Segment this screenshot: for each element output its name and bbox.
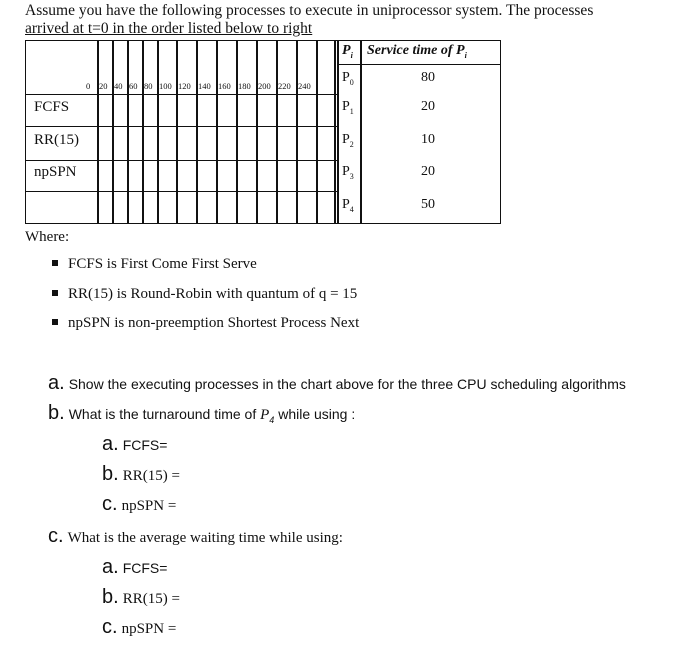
- gantt-col-line: [256, 41, 258, 223]
- gantt-row-line: [26, 160, 337, 161]
- gantt-col-line: [176, 41, 178, 223]
- service-time: 80: [421, 70, 435, 85]
- gantt-row-line: [26, 126, 337, 127]
- gantt-chart: [25, 40, 338, 224]
- process-id: $P_4$: [342, 197, 354, 214]
- process-id: $P_0$: [342, 70, 354, 87]
- process-table-divider: [360, 41, 362, 223]
- question-c-item: a. FCFS=: [102, 556, 168, 578]
- question-c-item: b. RR(15) =: [102, 586, 180, 608]
- gantt-tick: 160: [218, 81, 231, 91]
- gantt-row-label: RR(15): [34, 132, 79, 148]
- gantt-col-line: [196, 41, 198, 223]
- bullet-square-icon: [52, 319, 58, 325]
- question-b-item: c. npSPN =: [102, 493, 177, 515]
- gantt-col-line: [236, 41, 238, 223]
- service-time: 20: [421, 99, 435, 114]
- definition-bullet: RR(15) is Round-Robin with quantum of q = 15: [52, 286, 357, 303]
- process-table-header-line: [339, 64, 500, 65]
- gantt-tick: 240: [298, 81, 311, 91]
- bullet-square-icon: [52, 290, 58, 296]
- definition-bullet: npSPN is non-preemption Shortest Process Next: [52, 315, 359, 332]
- definition-bullet: FCFS is First Come First Serve: [52, 256, 257, 273]
- gantt-row-label: npSPN: [34, 164, 77, 180]
- gantt-col-line: [142, 41, 144, 223]
- gantt-col-line: [97, 41, 99, 223]
- gantt-col-line: [157, 41, 159, 223]
- gantt-col-line: [276, 41, 278, 223]
- process-header-p: $P_i$: [342, 43, 353, 60]
- question-a: a. Show the executing processes in the chart above for the three CPU scheduling algorithms: [48, 372, 626, 394]
- gantt-tick: 40: [114, 81, 123, 91]
- process-id: $P_1$: [342, 99, 354, 116]
- gantt-row-line: [26, 191, 337, 192]
- gantt-tick: 60: [129, 81, 138, 91]
- gantt-col-line: [296, 41, 298, 223]
- gantt-col-line: [216, 41, 218, 223]
- intro-line-2-text: arrived at t=0 in the order listed below to right: [25, 20, 313, 37]
- question-b-item: a. FCFS=: [102, 433, 168, 455]
- question-c-item: c. npSPN =: [102, 616, 177, 638]
- gantt-row-line: [26, 94, 337, 95]
- bullet-square-icon: [52, 260, 58, 266]
- intro-line-1: Assume you have the following processes to execute in uniprocessor system. The processes: [25, 2, 594, 19]
- service-time: 50: [421, 197, 435, 212]
- gantt-col-line: [112, 41, 114, 223]
- gantt-tick: 180: [238, 81, 251, 91]
- question-b-item: b. RR(15) =: [102, 463, 180, 485]
- question-c: c. What is the average waiting time while using:: [48, 525, 343, 547]
- gantt-tick: 0: [86, 81, 91, 91]
- gantt-col-line: [127, 41, 129, 223]
- where-label: Where:: [25, 229, 70, 245]
- intro-line-2: [25, 20, 312, 38]
- gantt-col-line: [316, 41, 318, 223]
- gantt-col-line: [334, 41, 336, 223]
- gantt-tick: 100: [159, 81, 172, 91]
- gantt-tick: 200: [258, 81, 271, 91]
- process-id: $P_3$: [342, 164, 354, 181]
- question-b: b. What is the turnaround time of $P_4$ while using :: [48, 402, 356, 425]
- service-time: 20: [421, 164, 435, 179]
- gantt-tick: 140: [198, 81, 211, 91]
- gantt-row-label: FCFS: [34, 99, 70, 115]
- process-table: [338, 40, 501, 224]
- gantt-tick: 80: [144, 81, 153, 91]
- gantt-tick: 120: [178, 81, 191, 91]
- service-time: 10: [421, 132, 435, 147]
- gantt-tick: 220: [278, 81, 291, 91]
- gantt-tick: 20: [99, 81, 108, 91]
- process-id: $P_2$: [342, 132, 354, 149]
- service-time-header: Service time of $P_i$: [367, 43, 467, 60]
